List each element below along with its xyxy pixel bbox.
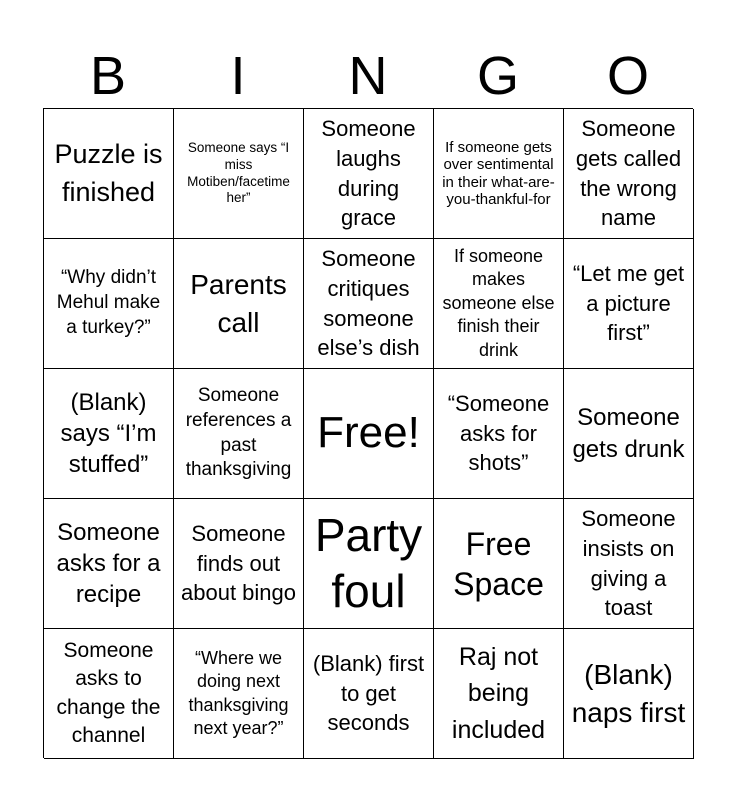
bingo-cell[interactable] — [434, 109, 564, 239]
cell-label: (Blank) first to get seconds — [312, 650, 425, 736]
cell-label: Someone gets called the wrong name — [575, 116, 682, 231]
bingo-cell[interactable] — [564, 499, 694, 629]
cell-label: Someone laughs during grace — [321, 116, 416, 231]
cell-label: Parents call — [190, 268, 287, 338]
bingo-cell[interactable] — [434, 239, 564, 369]
header-letter-n: N — [348, 46, 388, 106]
header-letter-b: B — [89, 46, 127, 106]
cell-label: Someone finds out about bingo — [181, 520, 296, 606]
header-letter-g: G — [476, 46, 519, 106]
bingo-cell[interactable] — [304, 239, 434, 369]
bingo-cell-free[interactable] — [304, 369, 434, 499]
cell-label: “Someone asks for shots” — [447, 390, 550, 476]
cell-label: Raj not being included — [451, 643, 546, 744]
bingo-cell[interactable] — [174, 499, 304, 629]
cell-label: (Blank) naps first — [571, 658, 686, 728]
cell-label: If someone gets over sentimental in their what-are-you-thankful-for — [442, 139, 555, 208]
bingo-cell[interactable] — [174, 109, 304, 239]
cell-label: Free! — [317, 408, 420, 458]
bingo-cell[interactable] — [44, 109, 174, 239]
cell-label: Party foul — [314, 509, 423, 617]
cell-label: “Let me get a picture first” — [572, 260, 685, 346]
cell-label: If someone makes someone else finish their drink — [442, 246, 555, 360]
cell-label: Someone asks to change the channel — [56, 638, 161, 747]
bingo-cell[interactable] — [564, 239, 694, 369]
bingo-cell-free-space[interactable] — [434, 499, 564, 629]
cell-label: Someone asks for a recipe — [56, 518, 161, 609]
cell-label: Someone gets drunk — [572, 404, 685, 463]
bingo-cell[interactable] — [174, 239, 304, 369]
bingo-cell[interactable] — [174, 369, 304, 499]
bingo-cell[interactable] — [44, 499, 174, 629]
cell-label: “Where we doing next thanksgiving next year?” — [188, 647, 289, 738]
cell-label: Someone critiques someone else’s dish — [317, 246, 420, 361]
bingo-cell[interactable] — [174, 629, 304, 759]
bingo-cell[interactable] — [44, 369, 174, 499]
bingo-cell[interactable] — [564, 629, 694, 759]
cell-label: Puzzle is finished — [54, 138, 163, 207]
header-letter-o: O — [606, 46, 649, 106]
cell-label: Free Space — [453, 525, 544, 602]
cell-label: (Blank) says “I’m stuffed” — [60, 388, 157, 479]
bingo-cell[interactable] — [564, 369, 694, 499]
bingo-grid — [43, 108, 693, 758]
cell-label: Someone references a past thanksgiving — [185, 385, 292, 481]
bingo-cell[interactable] — [304, 499, 434, 629]
bingo-cell[interactable] — [44, 629, 174, 759]
cell-label: Someone insists on giving a toast — [581, 506, 676, 621]
bingo-header — [43, 44, 693, 108]
cell-label: “Why didn’t Mehul make a turkey?” — [56, 267, 161, 338]
bingo-cell[interactable] — [44, 239, 174, 369]
bingo-cell[interactable] — [434, 629, 564, 759]
header-letter-i: I — [230, 46, 246, 106]
bingo-cell[interactable] — [304, 109, 434, 239]
bingo-cell[interactable] — [304, 629, 434, 759]
bingo-cell[interactable] — [434, 369, 564, 499]
cell-label: Someone says “I miss Motiben/facetime her” — [187, 139, 290, 206]
bingo-cell[interactable] — [564, 109, 694, 239]
